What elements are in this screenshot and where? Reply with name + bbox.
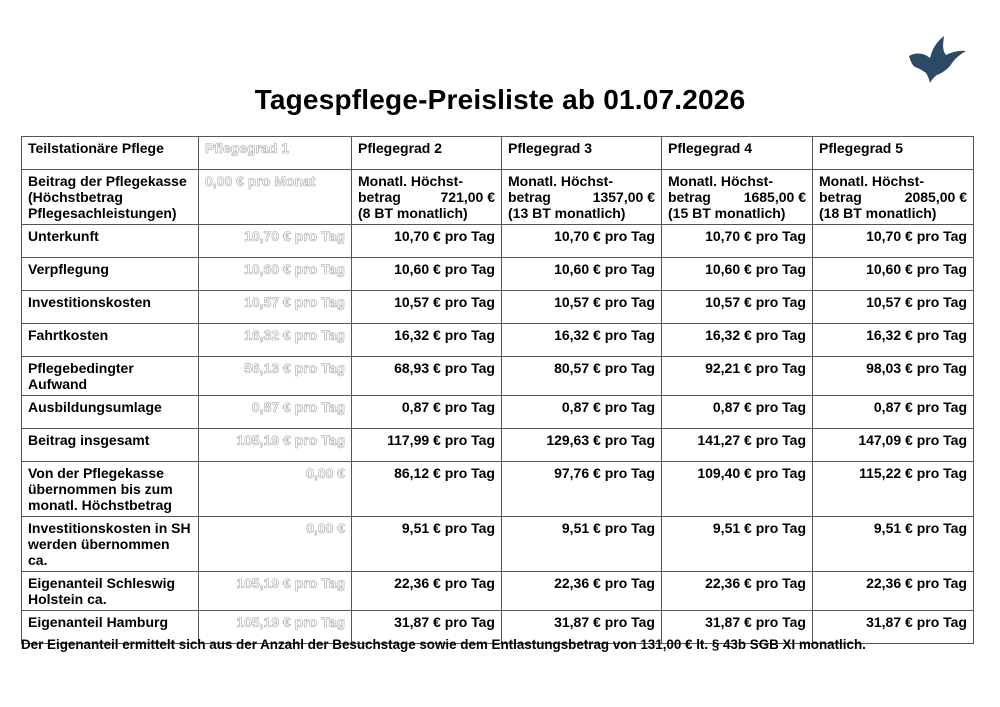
hoechstbetrag-amount: 1357,00 € (592, 189, 655, 205)
value-cell: 16,32 € pro Tag (662, 324, 813, 357)
besuchstage-note: (13 BT monatlich) (508, 205, 626, 221)
price-table (21, 136, 974, 644)
value-cell-pflegegrad-1: 0,00 € (199, 517, 352, 572)
value-cell: 10,57 € pro Tag (662, 291, 813, 324)
value-cell: 0,87 € pro Tag (352, 396, 502, 429)
value-cell: 10,57 € pro Tag (352, 291, 502, 324)
value-cell: 115,22 € pro Tag (813, 462, 974, 517)
row-label: Beitrag der Pflegekasse (Höchstbetrag Pflegesachleistungen) (22, 170, 199, 225)
value-cell: 98,03 € pro Tag (813, 357, 974, 396)
hoechstbetrag-lead: Monatl. Höchst- (358, 173, 463, 189)
hoechstbetrag-amount: 721,00 € (440, 189, 495, 205)
value-cell-pflegegrad-1: 10,70 € pro Tag (199, 225, 352, 258)
value-cell: 31,87 € pro Tag (352, 611, 502, 644)
table-row (22, 357, 974, 396)
value-cell: 9,51 € pro Tag (813, 517, 974, 572)
row-label: Pflegebedingter Aufwand (22, 357, 199, 396)
table-row (22, 517, 974, 572)
value-cell: 10,70 € pro Tag (352, 225, 502, 258)
value-cell: 86,12 € pro Tag (352, 462, 502, 517)
table-row (22, 462, 974, 517)
table-row (22, 291, 974, 324)
header-cell-pflegegrad-1: Pflegegrad 1 (199, 137, 352, 170)
row-label: Beitrag insgesamt (22, 429, 199, 462)
value-cell-pflegegrad-1: 0,00 € pro Monat (199, 170, 352, 225)
besuchstage-note: (15 BT monatlich) (668, 205, 786, 221)
value-cell-pflegegrad-1: 0,00 € (199, 462, 352, 517)
row-label: Fahrtkosten (22, 324, 199, 357)
hoechstbetrag-amount: 2085,00 € (904, 189, 967, 205)
value-cell: 22,36 € pro Tag (352, 572, 502, 611)
hoechstbetrag-word: betrag (819, 189, 862, 205)
row-label: Verpflegung (22, 258, 199, 291)
value-cell: 0,87 € pro Tag (502, 396, 662, 429)
row-label: Eigenanteil Schleswig Holstein ca. (22, 572, 199, 611)
value-cell: 10,70 € pro Tag (813, 225, 974, 258)
header-cell: Pflegegrad 5 (813, 137, 974, 170)
value-cell-pflegegrad-1: 0,87 € pro Tag (199, 396, 352, 429)
value-cell: 9,51 € pro Tag (352, 517, 502, 572)
value-cell: 0,87 € pro Tag (813, 396, 974, 429)
value-cell: 129,63 € pro Tag (502, 429, 662, 462)
value-cell: 16,32 € pro Tag (813, 324, 974, 357)
value-cell: 10,60 € pro Tag (502, 258, 662, 291)
value-cell-pflegegrad-1: 10,57 € pro Tag (199, 291, 352, 324)
value-cell: 109,40 € pro Tag (662, 462, 813, 517)
table-row (22, 324, 974, 357)
table-row (22, 429, 974, 462)
value-cell: 10,60 € pro Tag (813, 258, 974, 291)
footer-note: Der Eigenanteil ermittelt sich aus der Anzahl der Besuchstage sowie dem Entlastungsbetrag von 131,00 € lt. § 43b SGB XI monatlich. (21, 637, 866, 652)
header-cell: Pflegegrad 3 (502, 137, 662, 170)
table-row (22, 572, 974, 611)
value-cell: 10,57 € pro Tag (813, 291, 974, 324)
besuchstage-note: (18 BT monatlich) (819, 205, 937, 221)
hoechstbetrag-word: betrag (508, 189, 551, 205)
value-cell: 0,87 € pro Tag (662, 396, 813, 429)
value-cell: 117,99 € pro Tag (352, 429, 502, 462)
value-cell: 10,57 € pro Tag (502, 291, 662, 324)
row-label: Investitionskosten in SH werden übernommen ca. (22, 517, 199, 572)
value-cell: 68,93 € pro Tag (352, 357, 502, 396)
hoechstbetrag-word: betrag (358, 189, 401, 205)
hoechstbetrag-lead: Monatl. Höchst- (819, 173, 924, 189)
table-row (22, 396, 974, 429)
hoechstbetrag-cell (352, 170, 502, 225)
row-label: Unterkunft (22, 225, 199, 258)
value-cell: 10,70 € pro Tag (662, 225, 813, 258)
row-label: Von der Pflegekasse übernommen bis zum monatl. Höchstbetrag (22, 462, 199, 517)
row-label: Ausbildungsumlage (22, 396, 199, 429)
hoechstbetrag-lead: Monatl. Höchst- (668, 173, 773, 189)
value-cell: 10,60 € pro Tag (662, 258, 813, 291)
value-cell: 10,70 € pro Tag (502, 225, 662, 258)
value-cell-pflegegrad-1: 10,60 € pro Tag (199, 258, 352, 291)
value-cell: 31,87 € pro Tag (502, 611, 662, 644)
hoechstbetrag-lead: Monatl. Höchst- (508, 173, 613, 189)
besuchstage-note: (8 BT monatlich) (358, 205, 468, 221)
value-cell: 97,76 € pro Tag (502, 462, 662, 517)
header-cell: Pflegegrad 4 (662, 137, 813, 170)
value-cell-pflegegrad-1: 105,19 € pro Tag (199, 572, 352, 611)
value-cell-pflegegrad-1: 105,19 € pro Tag (199, 611, 352, 644)
value-cell: 22,36 € pro Tag (813, 572, 974, 611)
value-cell: 92,21 € pro Tag (662, 357, 813, 396)
value-cell: 31,87 € pro Tag (813, 611, 974, 644)
hoechstbetrag-cell (502, 170, 662, 225)
hoechstbetrag-word: betrag (668, 189, 711, 205)
header-cell: Teilstationäre Pflege (22, 137, 199, 170)
value-cell-pflegegrad-1: 56,13 € pro Tag (199, 357, 352, 396)
hoechstbetrag-amount: 1685,00 € (743, 189, 806, 205)
header-cell: Pflegegrad 2 (352, 137, 502, 170)
value-cell: 16,32 € pro Tag (352, 324, 502, 357)
value-cell: 9,51 € pro Tag (502, 517, 662, 572)
table-row-beitrag-pflegekasse (22, 170, 974, 225)
value-cell-pflegegrad-1: 105,19 € pro Tag (199, 429, 352, 462)
value-cell: 31,87 € pro Tag (662, 611, 813, 644)
table-row (22, 225, 974, 258)
value-cell: 22,36 € pro Tag (662, 572, 813, 611)
value-cell: 16,32 € pro Tag (502, 324, 662, 357)
table-row (22, 258, 974, 291)
table-header-row (22, 137, 974, 170)
hoechstbetrag-cell (813, 170, 974, 225)
value-cell: 22,36 € pro Tag (502, 572, 662, 611)
value-cell: 10,60 € pro Tag (352, 258, 502, 291)
row-label: Eigenanteil Hamburg (22, 611, 199, 644)
value-cell: 9,51 € pro Tag (662, 517, 813, 572)
hoechstbetrag-cell (662, 170, 813, 225)
value-cell: 147,09 € pro Tag (813, 429, 974, 462)
value-cell-pflegegrad-1: 16,32 € pro Tag (199, 324, 352, 357)
page-title: Tagespflege-Preisliste ab 01.07.2026 (254, 84, 746, 115)
value-cell: 80,57 € pro Tag (502, 357, 662, 396)
bird-logo-icon (906, 34, 968, 84)
value-cell: 141,27 € pro Tag (662, 429, 813, 462)
row-label: Investitionskosten (22, 291, 199, 324)
